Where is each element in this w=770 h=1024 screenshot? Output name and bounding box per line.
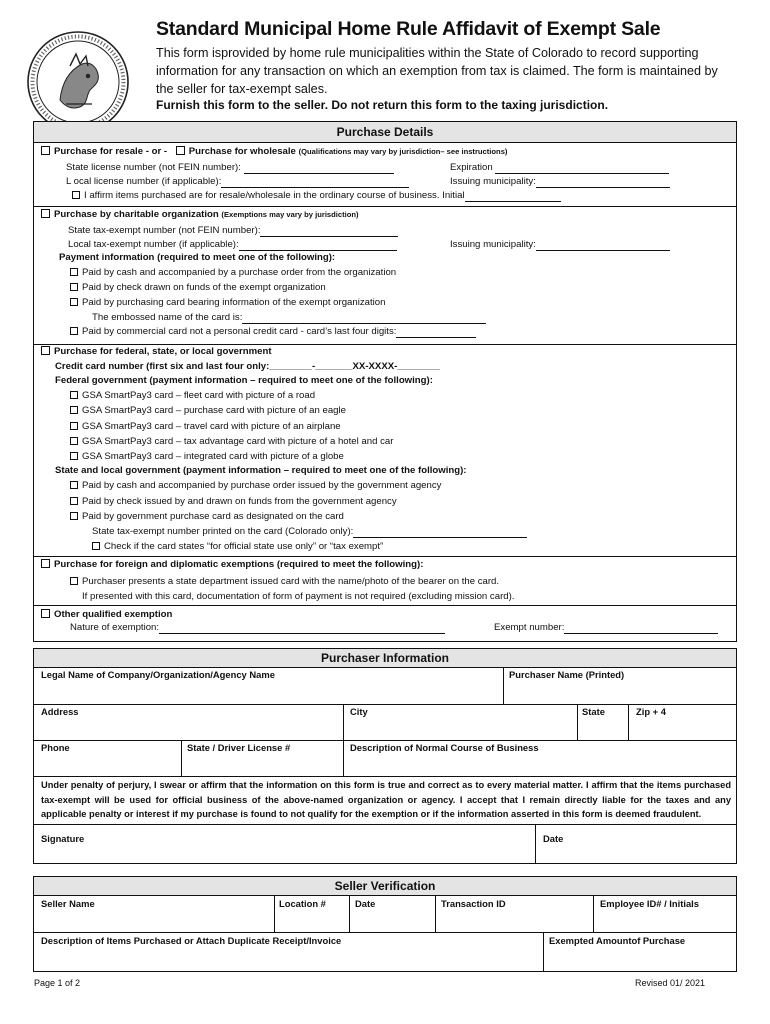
federal-payment-info: Federal government (payment information – required to meet one of the following):: [55, 375, 433, 386]
other-exemption-option[interactable]: Other qualified exemption: [41, 609, 172, 621]
expiration-field[interactable]: Expiration: [450, 162, 669, 174]
state-tax-exempt-field[interactable]: State tax-exempt number (not FEIN number):: [68, 225, 398, 237]
checkbox[interactable]: [70, 298, 78, 306]
checkbox[interactable]: [70, 283, 78, 291]
foreign-option[interactable]: Purchase for foreign and diplomatic exemptions (required to meet the following):: [41, 559, 423, 571]
local-tax-exempt-field[interactable]: Local tax-exempt number (if applicable):: [68, 239, 397, 251]
municipal-seal-icon: [26, 30, 130, 134]
checkbox[interactable]: [70, 268, 78, 276]
charitable-checkbox[interactable]: [41, 209, 50, 218]
checkbox[interactable]: [70, 422, 78, 430]
government-option[interactable]: Purchase for federal, state, or local government: [41, 346, 272, 358]
driver-license-field[interactable]: State / Driver License #: [187, 742, 291, 753]
business-description-field[interactable]: Description of Normal Course of Business: [350, 742, 539, 753]
checkbox[interactable]: [70, 327, 78, 335]
government-checkbox[interactable]: [41, 346, 50, 355]
other-checkbox[interactable]: [41, 609, 50, 618]
foreign-card-option[interactable]: Purchaser presents a state department issued card with the name/photo of the bearer on the card.: [70, 576, 499, 588]
issuing-municipality-field[interactable]: Issuing municipality:: [450, 176, 670, 188]
seller-verification-heading: Seller Verification: [34, 877, 736, 896]
local-license-field[interactable]: L ocal license number (if applicable):: [66, 176, 409, 188]
gov-card-option[interactable]: Paid by government purchase card as designated on the card: [70, 511, 344, 523]
seller-name-field[interactable]: Seller Name: [41, 898, 95, 909]
city-field[interactable]: City: [350, 706, 368, 717]
charitable-issuing-municipality[interactable]: Issuing municipality:: [450, 239, 670, 251]
gov-state-tax-exempt-field[interactable]: State tax-exempt number printed on the card (Colorado only):: [92, 526, 527, 538]
form-intro: This form isprovided by home rule municipalities within the State of Colorado to record supporting information for any transaction on which an exemption from tax is claimed. The form is maintained by the seller for tax-exempt sales.: [156, 46, 718, 96]
checkbox[interactable]: [70, 512, 78, 520]
perjury-statement: Under penalty of perjury, I swear or affirm that the information on this form is true and correct as to every material matter. I affirm that the items purchased tax-exempt will be used for official business of the above-named organization or agency. I accept that I remain directly liable for the taxes and any applicable penalty or interest if my purchase is found to not qualify for the exemption or if the information asserted in this form is deemed fraudulent.: [41, 780, 731, 820]
charitable-option-check[interactable]: Paid by check drawn on funds of the exempt organization: [70, 282, 326, 294]
checkbox[interactable]: [70, 391, 78, 399]
address-field[interactable]: Address: [41, 706, 79, 717]
charitable-option-cash[interactable]: Paid by cash and accompanied by a purchase order from the organization: [70, 267, 396, 279]
purchaser-name-field[interactable]: Purchaser Name (Printed): [509, 669, 625, 680]
legal-name-field[interactable]: Legal Name of Company/Organization/Agency Name: [41, 669, 275, 680]
seller-verification-section: [33, 876, 737, 972]
state-license-field[interactable]: State license number (not FEIN number):: [66, 162, 394, 174]
purchaser-info-heading: Purchaser Information: [34, 649, 736, 668]
checkbox[interactable]: [70, 406, 78, 414]
foreign-note: If presented with this card, documentation of form of payment is not required (excluding mission card).: [82, 591, 515, 602]
items-description-field[interactable]: Description of Items Purchased or Attach Duplicate Receipt/Invoice: [41, 935, 342, 946]
furnish-instruction: Furnish this form to the seller. Do not return this form to the taxing jurisdiction.: [156, 98, 609, 112]
checkbox[interactable]: [70, 437, 78, 445]
transaction-id-field[interactable]: Transaction ID: [441, 898, 506, 909]
embossed-name-field[interactable]: The embossed name of the card is:: [92, 312, 486, 324]
resale-checkbox[interactable]: [41, 146, 50, 155]
exempted-amount-field[interactable]: Exempted Amountof Purchase: [549, 935, 686, 946]
form-title: Standard Municipal Home Rule Affidavit of Exempt Sale: [156, 18, 661, 40]
charitable-payment-info: Payment information (required to meet one of the following):: [59, 252, 336, 263]
resale-option[interactable]: Purchase for resale - or - Purchase for wholesale (Qualifications may vary by jurisdiction– see instructions): [41, 146, 507, 158]
gsa-fleet-option[interactable]: GSA SmartPay3 card – fleet card with picture of a road: [70, 390, 315, 402]
resale-affirm[interactable]: I affirm items purchased are for resale/wholesale in the ordinary course of business. Initial: [72, 190, 561, 202]
official-use-option[interactable]: Check if the card states “for official state use only” or “tax exempt”: [92, 541, 383, 553]
purchaser-information-section: [33, 648, 737, 864]
zip-field[interactable]: Zip + 4: [636, 706, 666, 717]
purchase-details-heading: Purchase Details: [34, 122, 736, 143]
affirm-checkbox[interactable]: [72, 191, 80, 199]
checkbox[interactable]: [70, 497, 78, 505]
checkbox[interactable]: [92, 542, 100, 550]
phone-field[interactable]: Phone: [41, 742, 70, 753]
government-credit-card: Credit card number (first six and last four only:________-_______XX-XXXX-________: [55, 361, 440, 372]
revision-date: Revised 01/ 2021: [635, 978, 706, 988]
exempt-number-field[interactable]: Exempt number:: [494, 622, 718, 634]
commercial-card-field[interactable]: Paid by commercial card not a personal credit card - card’s last four digits:: [70, 326, 476, 338]
charitable-option-card[interactable]: Paid by purchasing card bearing information of the exempt organization: [70, 297, 385, 309]
state-field[interactable]: State: [582, 706, 605, 717]
page-number: Page 1 of 2: [34, 978, 81, 988]
checkbox[interactable]: [70, 481, 78, 489]
wholesale-checkbox[interactable]: [176, 146, 185, 155]
nature-of-exemption-field[interactable]: Nature of exemption:: [70, 622, 445, 634]
gsa-tax-option[interactable]: GSA SmartPay3 card – tax advantage card with picture of a hotel and car: [70, 436, 393, 448]
signature-date-field[interactable]: Date: [543, 833, 564, 844]
gsa-integrated-option[interactable]: GSA SmartPay3 card – integrated card with picture of a globe: [70, 451, 344, 463]
state-local-payment-info: State and local government (payment information – required to meet one of the following):: [55, 465, 467, 476]
location-field[interactable]: Location #: [279, 898, 326, 909]
signature-field[interactable]: Signature: [41, 833, 85, 844]
charitable-option[interactable]: Purchase by charitable organization (Exemptions may vary by jurisdiction): [41, 209, 359, 221]
seller-date-field[interactable]: Date: [355, 898, 376, 909]
gsa-purchase-option[interactable]: GSA SmartPay3 card – purchase card with picture of an eagle: [70, 405, 346, 417]
checkbox[interactable]: [70, 452, 78, 460]
gov-cash-option[interactable]: Paid by cash and accompanied by purchase order issued by the government agency: [70, 480, 441, 492]
checkbox[interactable]: [70, 577, 78, 585]
employee-id-field[interactable]: Employee ID# / Initials: [600, 898, 699, 909]
gsa-travel-option[interactable]: GSA SmartPay3 card – travel card with picture of an airplane: [70, 421, 341, 433]
gov-check-option[interactable]: Paid by check issued by and drawn on funds from the government agency: [70, 496, 397, 508]
foreign-checkbox[interactable]: [41, 559, 50, 568]
